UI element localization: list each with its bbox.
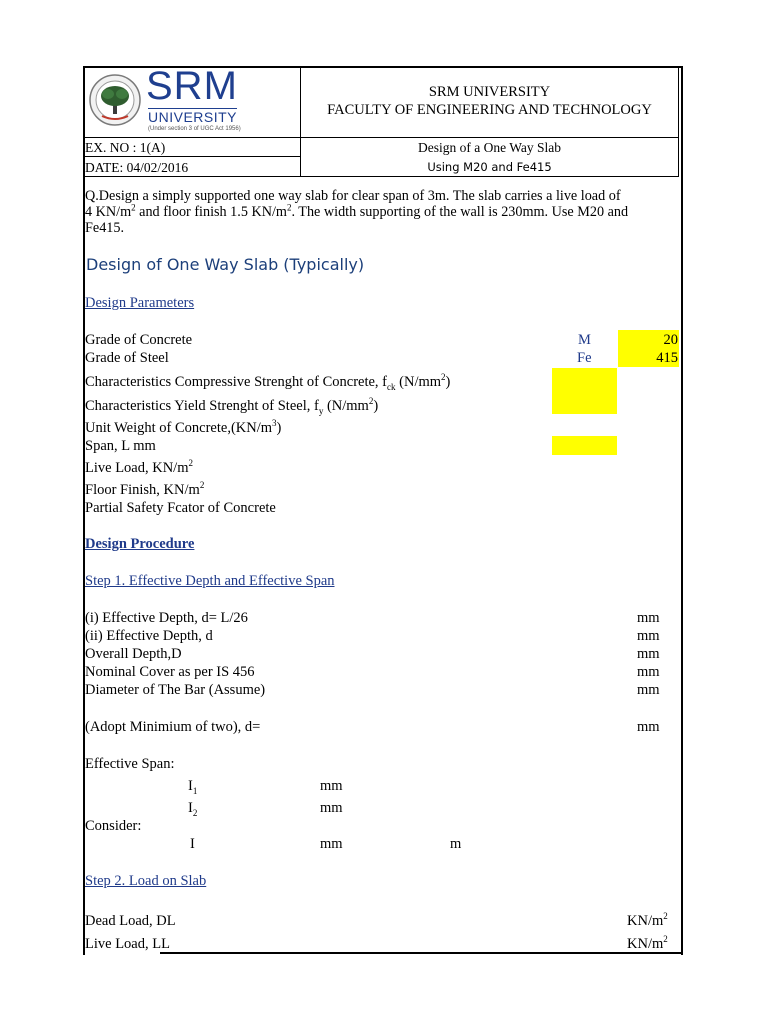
- l-m-unit: m: [450, 836, 462, 852]
- adopt-label: (Adopt Minimium of two), d=: [85, 719, 261, 735]
- step1-row-2-label: (ii) Effective Depth, d: [85, 628, 213, 644]
- logo-srm-text: SRM: [146, 64, 238, 108]
- unit-weight-text: Unit Weight of Concrete,(KN/m: [85, 420, 273, 436]
- srm-logo: [88, 64, 298, 136]
- q-floor-finish: and floor finish 1.5 KN/m: [135, 204, 287, 220]
- step1-row-2-unit: mm: [637, 628, 660, 644]
- fck-subscript: ck: [387, 381, 396, 392]
- grade-steel-value: 415: [656, 350, 678, 366]
- live-load-sup: 2: [188, 458, 193, 469]
- university-name: SRM UNIVERSITY: [428, 84, 551, 100]
- l1-label: [188, 777, 197, 795]
- floor-finish-text: Floor Finish, KN/m: [85, 482, 200, 498]
- l-mm-unit: mm: [320, 836, 343, 852]
- fy-text: Characteristics Yield Strenght of Steel, f: [85, 398, 319, 414]
- adopt-unit: mm: [637, 719, 660, 735]
- l1-subscript: 1: [192, 785, 198, 796]
- fy-subscript: y: [318, 405, 324, 416]
- psf-label: Partial Safety Fcator of Concrete: [85, 500, 276, 516]
- grade-concrete-label: Grade of Concrete: [85, 332, 193, 348]
- fck-unit: (N/mm: [395, 374, 442, 390]
- floor-finish-sup: 2: [199, 480, 205, 491]
- fy-unit: (N/mm: [323, 398, 369, 414]
- fck-close: ): [445, 374, 451, 390]
- university-seal-icon: [88, 70, 142, 130]
- q-sup-2: 2: [286, 202, 292, 213]
- dead-load-unit-sup: 2: [663, 911, 668, 922]
- fck-text: Characteristics Compressive Strenght of Concrete, f: [85, 374, 388, 390]
- fck-input-cell[interactable]: [552, 368, 617, 392]
- dead-load-label: Dead Load, DL: [85, 913, 176, 929]
- live-load-unit-text: KN/m: [627, 936, 664, 952]
- live-load-row-label: Live Load, LL: [85, 936, 170, 952]
- dead-load-unit-text: KN/m: [627, 913, 664, 929]
- fy-close: ): [373, 398, 379, 414]
- faculty-name: FACULTY OF ENGINEERING AND TECHNOLOGY: [327, 102, 652, 118]
- ex-no: EX. NO : 1(A): [85, 140, 166, 155]
- l2-unit: mm: [320, 800, 343, 816]
- unit-weight-label: [85, 419, 281, 437]
- design-title: Design of a One Way Slab: [417, 140, 561, 155]
- l2-symbol: I: [188, 800, 193, 816]
- step1-row-3-label: Overall Depth,D: [85, 646, 182, 662]
- l2-label: [188, 799, 197, 817]
- span-label: Span, L mm: [85, 438, 156, 454]
- fy-input-cell[interactable]: [552, 392, 617, 414]
- grade-steel-symbol: Fe: [577, 350, 592, 366]
- live-load-unit-sup: 2: [663, 934, 668, 945]
- step1-row-4-label: Nominal Cover as per IS 456: [85, 664, 255, 680]
- main-title: Design of One Way Slab (Typically): [86, 255, 365, 274]
- floor-finish-label: [85, 481, 204, 499]
- q-live-load: 4 KN/m: [85, 204, 132, 220]
- unit-weight-sup: 3: [272, 418, 277, 429]
- span-input-cell[interactable]: [552, 436, 617, 455]
- step1-row-1-unit: mm: [637, 610, 660, 626]
- fck-label: [85, 373, 450, 391]
- live-load-row-unit: [627, 935, 668, 953]
- question-line-2: [85, 203, 628, 221]
- l-label: I: [190, 836, 195, 852]
- l1-symbol: I: [188, 778, 193, 794]
- l2-subscript: 2: [192, 807, 198, 818]
- step1-row-3-unit: mm: [637, 646, 660, 662]
- logo-note: (Under section 3 of UGC Act 1956): [148, 126, 241, 132]
- question-line-1: Q.Design a simply supported one way slab for clear span of 3m. The slab carries a live load of: [85, 188, 621, 204]
- question-line-3: Fe415.: [85, 220, 125, 236]
- l1-unit: mm: [320, 778, 343, 794]
- design-subtitle: Using M20 and Fe415: [427, 160, 552, 174]
- step1-row-1-label: (i) Effective Depth, d= L/26: [85, 610, 248, 626]
- live-load-label: [85, 459, 193, 477]
- fy-label: [85, 397, 378, 415]
- live-load-text: Live Load, KN/m: [85, 460, 189, 476]
- q-rest: . The width supporting of the wall is 230mm. Use M20 and: [291, 204, 629, 220]
- consider-label: Consider:: [85, 818, 142, 834]
- q-sup-1: 2: [131, 202, 136, 213]
- grade-concrete-value: 20: [663, 332, 678, 348]
- unit-weight-close: ): [276, 420, 282, 436]
- step1-row-4-unit: mm: [637, 664, 660, 680]
- step1-heading: Step 1. Effective Depth and Effective Span: [85, 573, 335, 589]
- design-procedure-heading: Design Procedure: [85, 536, 195, 552]
- logo-university-text: UNIVERSITY: [148, 109, 238, 125]
- design-parameters-heading: Design Parameters: [85, 295, 195, 311]
- dead-load-unit: [627, 912, 668, 930]
- date: DATE: 04/02/2016: [85, 160, 189, 175]
- grade-steel-label: Grade of Steel: [85, 350, 169, 366]
- bottom-rule: [160, 952, 681, 954]
- grade-concrete-symbol: M: [578, 332, 591, 348]
- fy-sup: 2: [368, 396, 374, 407]
- step1-row-5-unit: mm: [637, 682, 660, 698]
- effective-span-label: Effective Span:: [85, 756, 175, 772]
- step1-row-5-label: Diameter of The Bar (Assume): [85, 682, 266, 698]
- fck-sup: 2: [441, 372, 446, 383]
- step2-heading: Step 2. Load on Slab: [85, 873, 207, 889]
